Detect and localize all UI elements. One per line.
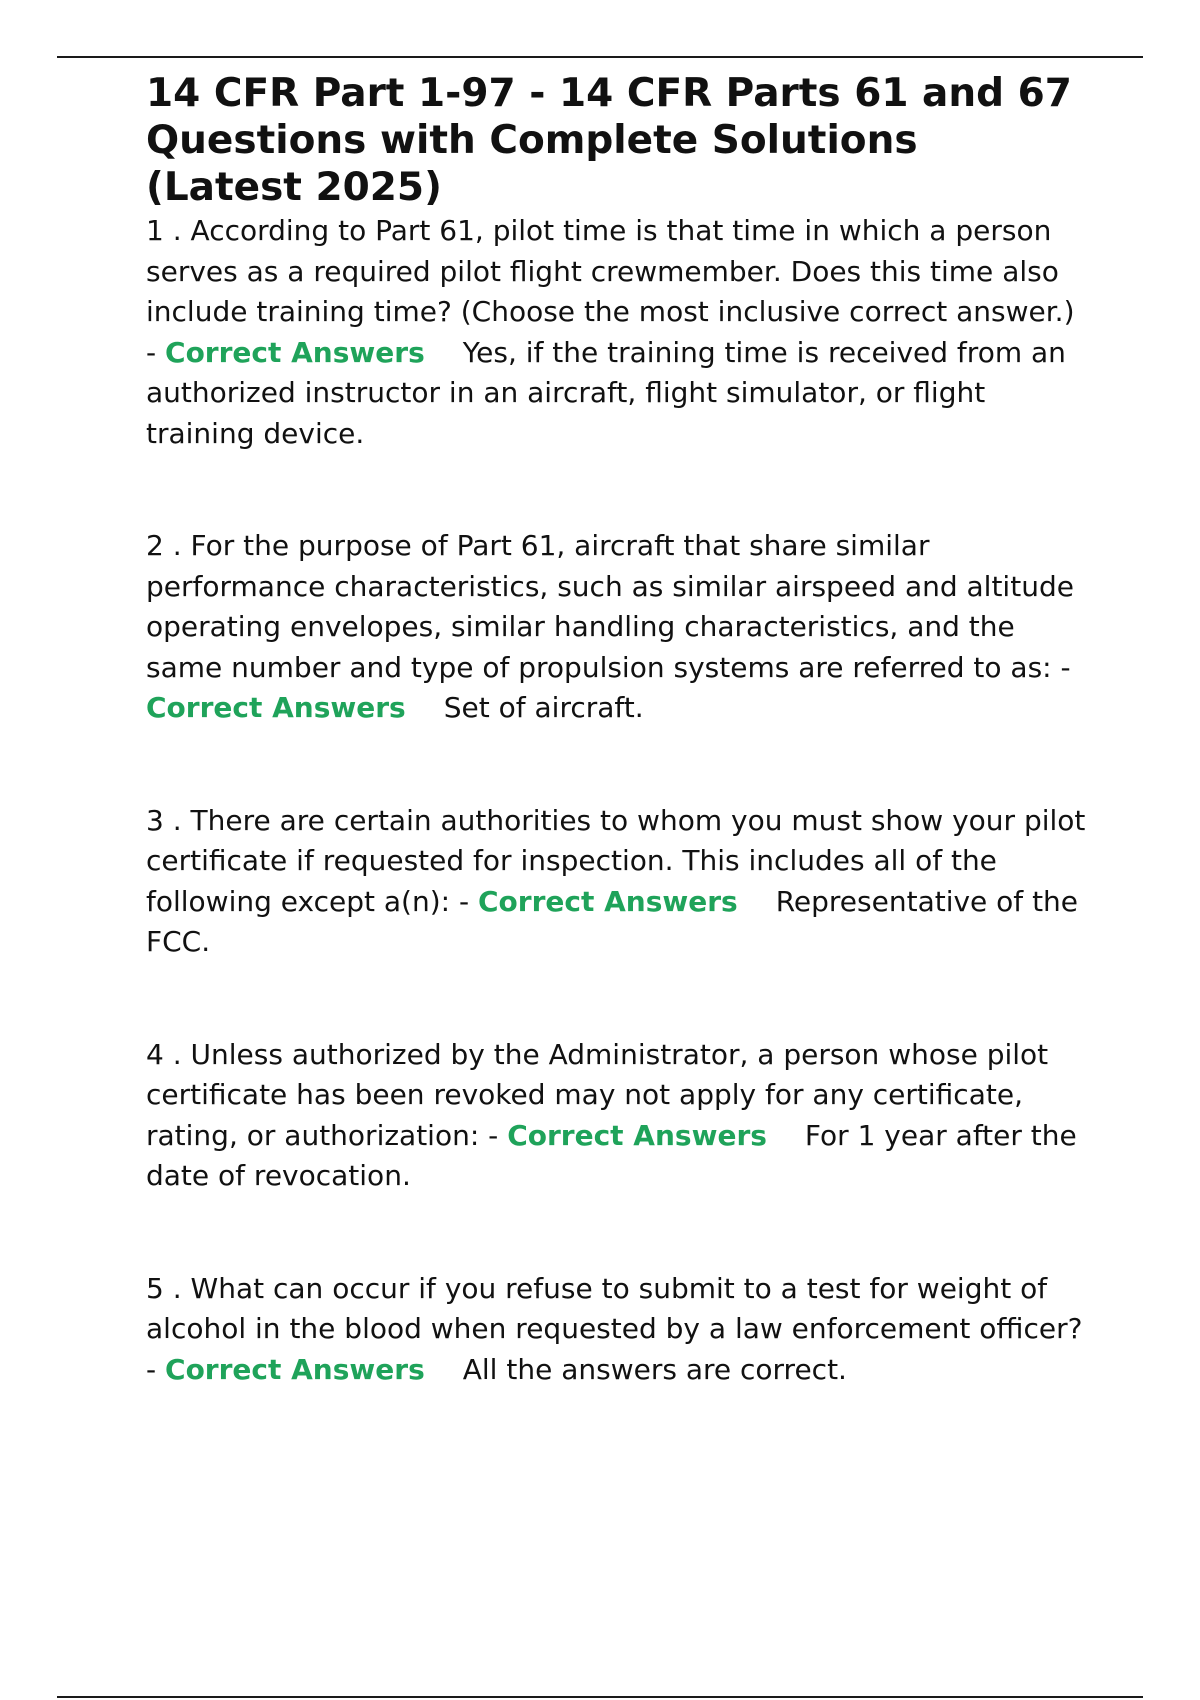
answer-text: All the answers are correct. [462, 1352, 847, 1386]
question-text: There are certain authorities to whom you must show your pilot certificate if requested for inspection. This includes all of the following except a(n): - [146, 803, 1086, 918]
answer-text: Set of aircraft. [443, 691, 644, 724]
question-number: 2 [146, 529, 164, 562]
qa-item: 1 . According to Part 61, pilot time is that time in which a person serves as a required pilot flight crewmember. Does this time also include training time? (Choose the most inclusive correct answer.) - Correct Answers Yes, if the training time is received from an authorized instructor in an aircraft, flight simulator, or flight training device. [146, 214, 1075, 450]
answer-text: Yes, if the training time is received from an authorized instructor in an aircraft, flight simulator, or flight training device. [146, 335, 1066, 450]
correct-answers-label: Correct Answers [507, 1118, 767, 1152]
question-text: According to Part 61, pilot time is that time in which a person serves as a required pilot flight crewmember. Does this time also include training time? (Choose the most inclusive correct answer.) - [146, 214, 1075, 369]
bottom-rule [57, 1696, 1143, 1698]
question-number: 3 [146, 803, 164, 837]
question-text: For the purpose of Part 61, aircraft that share similar performance characteristics, such as similar airspeed and altitude operating envelopes, similar handling characteristics, and the same number and type of propulsion systems are referred to as: - [146, 529, 1074, 684]
correct-answers-label: Correct Answers [146, 691, 406, 724]
answer-text: For 1 year after the date of revocation. [146, 1118, 1077, 1192]
document-title: 14 CFR Part 1-97 - 14 CFR Parts 61 and 67 Questions with Complete Solutions (Latest 2025) [146, 71, 1072, 210]
question-number: 4 [146, 1037, 164, 1071]
answer-text: Representative of the FCC. [146, 884, 1079, 958]
qa-item: 2 . For the purpose of Part 61, aircraft that share similar performance characteristics, such as similar airspeed and altitude operating envelopes, similar handling characteristics, and the same number and type of propulsion systems are referred to as: - Correct Answers Set of aircraft. [146, 529, 1074, 724]
question-number: 5 [146, 1271, 164, 1305]
question-text: What can occur if you refuse to submit to a test for weight of alcohol in the blood when requested by a law enforcement officer? - [146, 1271, 1083, 1386]
question-text: Unless authorized by the Administrator, a person whose pilot certificate has been revoked may not apply for any certificate, rating, or authorization: - [146, 1037, 1049, 1152]
question-number: 1 [146, 214, 164, 247]
document-body [146, 70, 1086, 1462]
qa-item: 3 . There are certain authorities to whom you must show your pilot certificate if requested for inspection. This includes all of the following except a(n): - Correct Answers Representative of the FCC. [146, 803, 1086, 958]
correct-answers-label: Correct Answers [477, 884, 738, 918]
qa-item: 4 . Unless authorized by the Administrator, a person whose pilot certificate has been revoked may not apply for any certificate, rating, or authorization: - Correct Answers For 1 year after the date of revocation. [146, 1037, 1077, 1192]
correct-answers-label: Correct Answers [165, 335, 425, 369]
qa-item: 5 . What can occur if you refuse to submit to a test for weight of alcohol in the blood when requested by a law enforcement officer? - Correct Answers All the answers are correct. [146, 1271, 1083, 1386]
top-rule [57, 56, 1143, 58]
correct-answers-label: Correct Answers [165, 1352, 425, 1386]
